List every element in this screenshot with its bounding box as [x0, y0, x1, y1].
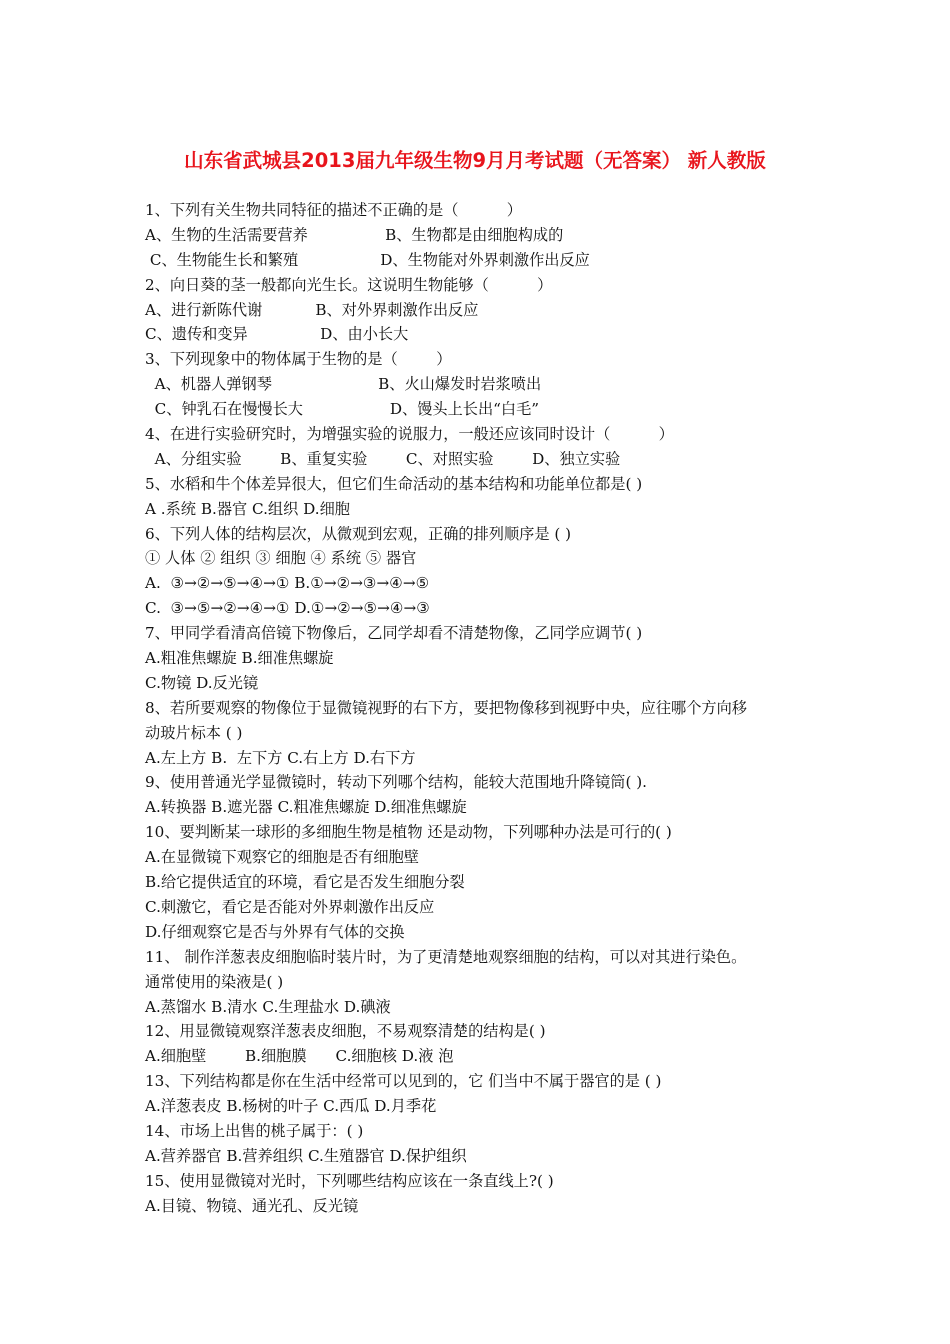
- text-line: A.目镜、物镜、通光孔、反光镜: [145, 1196, 359, 1215]
- text-line: 8、若所要观察的物像位于显微镜视野的右下方，要把物像移到视野中央，应往哪个方向移: [145, 698, 747, 717]
- text-line: A.蒸馏水 B.清水 C.生理盐水 D.碘液: [145, 997, 391, 1016]
- text-line: 10、要判断某一球形的多细胞生物是植物 还是动物，下列哪种办法是可行的( ): [145, 823, 672, 842]
- text-line: C.刺激它，看它是否能对外界刺激作出反应: [145, 897, 435, 916]
- text-line: B.给它提供适宜的环境，看它是否发生细胞分裂: [145, 873, 465, 892]
- text-line: 14、市场上出售的桃子属于：( ): [145, 1121, 364, 1140]
- text-line: A.在显微镜下观察它的细胞是否有细胞壁: [145, 848, 419, 867]
- text-line: A. ③→②→⑤→④→① B.①→②→③→④→⑤: [145, 574, 430, 593]
- text-line: 2、向日葵的茎一般都向光生长。这说明生物能够（ ）: [145, 275, 553, 294]
- text-line: A.营养器官 B.营养组织 C.生殖器官 D.保护组织: [145, 1146, 467, 1165]
- text-line: A.粗准焦螺旋 B.细准焦螺旋: [145, 649, 334, 668]
- question-list: [145, 198, 815, 1219]
- text-line: 4、在进行实验研究时，为增强实验的说服力，一般还应该同时设计（ ）: [145, 425, 674, 444]
- text-line: A、生物的生活需要营养 B、生物都是由细胞构成的: [145, 225, 564, 244]
- text-line: 5、水稻和牛个体差异很大，但它们生命活动的基本结构和功能单位都是( ): [145, 474, 643, 493]
- text-line: C.物镜 D.反光镜: [145, 673, 259, 692]
- text-line: C、遗传和变异 D、由小长大: [145, 325, 409, 344]
- text-line: 13、下列结构都是你在生活中经常可以见到的，它 们当中不属于器官的是 ( ): [145, 1072, 662, 1091]
- text-line: C、生物能生长和繁殖 D、生物能对外界刺激作出反应: [145, 250, 590, 269]
- text-line: 15、使用显微镜对光时，下列哪些结构应该在一条直线上?( ): [145, 1171, 554, 1190]
- text-line: A.左上方 B. 左下方 C.右上方 D.右下方: [145, 748, 416, 767]
- text-line: A、进行新陈代谢 B、对外界刺激作出反应: [145, 300, 479, 319]
- text-line: A.洋葱表皮 B.杨树的叶子 C.西瓜 D.月季花: [145, 1097, 437, 1116]
- text-line: 7、甲同学看清高倍镜下物像后，乙同学却看不清楚物像，乙同学应调节( ): [145, 624, 643, 643]
- text-line: A、机器人弹钢琴 B、火山爆发时岩浆喷出: [145, 375, 542, 394]
- text-line: A .系统 B.器官 C.组织 D.细胞: [145, 499, 350, 518]
- text-line: 11、 制作洋葱表皮细胞临时装片时，为了更清楚地观察细胞的结构，可以对其进行染色。: [145, 947, 747, 966]
- text-line: 6、下列人体的结构层次，从微观到宏观，正确的排列顺序是 ( ): [145, 524, 572, 543]
- text-line: 1、下列有关生物共同特征的描述不正确的是（ ）: [145, 201, 522, 219]
- text-line: 12、用显微镜观察洋葱表皮细胞，不易观察清楚的结构是( ): [145, 1022, 546, 1041]
- text-line: A.转换器 B.遮光器 C.粗准焦螺旋 D.细准焦螺旋: [145, 798, 467, 817]
- text-line: 动玻片标本 ( ): [145, 723, 243, 742]
- text-line: A、分组实验 B、重复实验 C、对照实验 D、独立实验: [145, 449, 621, 468]
- text-line: ① 人体 ② 组织 ③ 细胞 ④ 系统 ⑤ 器官: [145, 549, 417, 568]
- document-title: 山东省武城县2013届九年级生物9月月考试题（无答案） 新人教版: [184, 149, 766, 172]
- text-line: 通常使用的染液是( ): [145, 972, 284, 991]
- text-line: C、钟乳石在慢慢长大 D、馒头上长出“白毛”: [145, 400, 540, 419]
- text-line: A.细胞壁 B.细胞膜 C.细胞核 D.液 泡: [145, 1047, 454, 1066]
- text-line: D.仔细观察它是否与外界有气体的交换: [145, 922, 405, 941]
- text-line: 3、下列现象中的物体属于生物的是（ ）: [145, 350, 452, 369]
- text-line: C. ③→⑤→②→④→① D.①→②→⑤→④→③: [145, 599, 430, 618]
- text-line: 9、使用普通光学显微镜时，转动下列哪个结构，能较大范围地升降镜筒( ).: [145, 773, 647, 792]
